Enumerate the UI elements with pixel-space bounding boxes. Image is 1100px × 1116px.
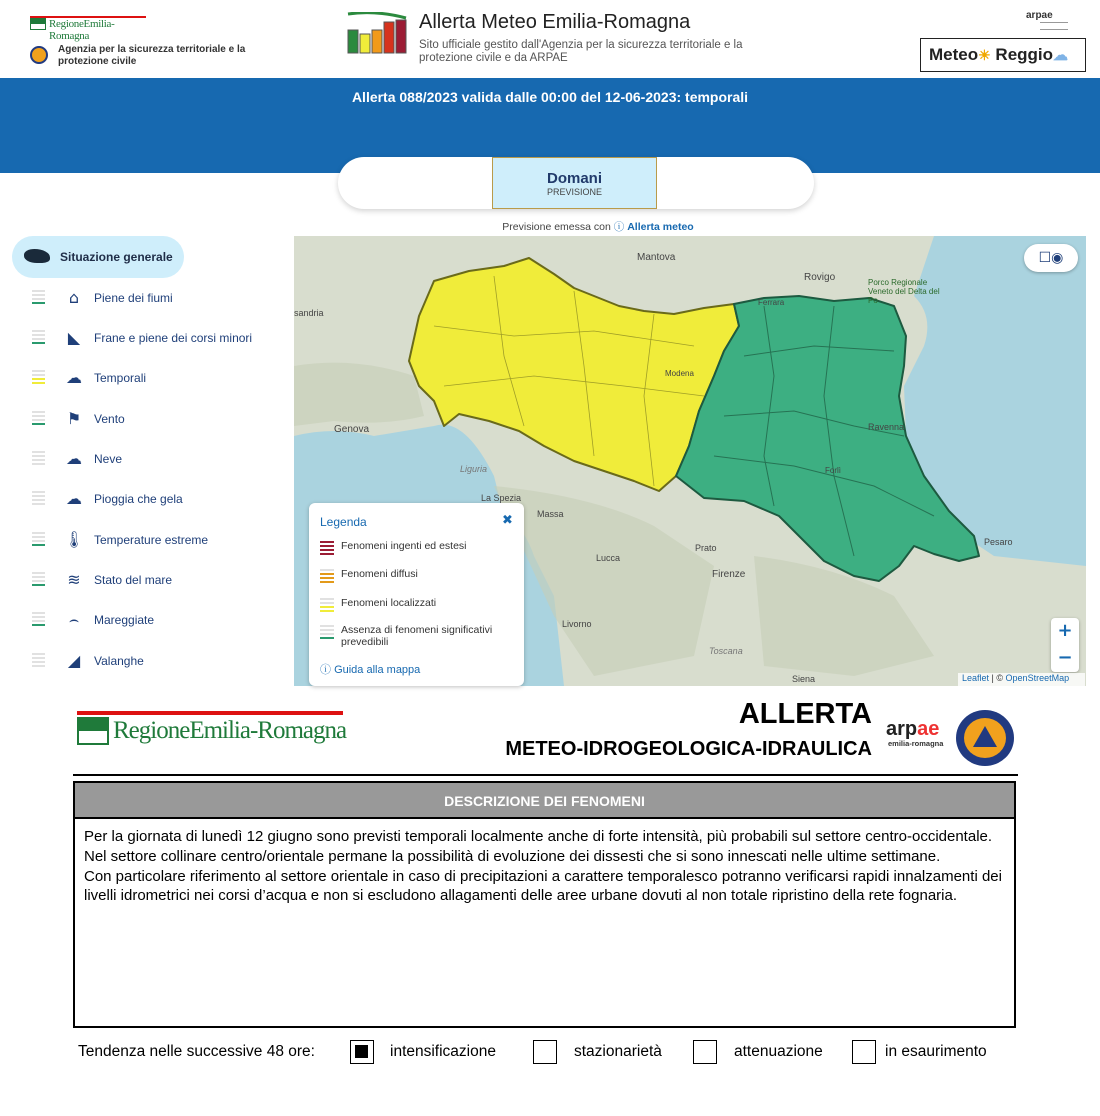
protezione-civile-icon xyxy=(30,46,48,64)
map-label-pesaro: Pesaro xyxy=(984,537,1013,547)
level-orange-swatch xyxy=(320,569,334,581)
sidebar-item-valanghe[interactable] xyxy=(32,649,292,677)
alert-title: Allerta 088/2023 valida dalle 00:00 del 12-06-2023: temporali xyxy=(351,89,749,105)
allerta-meteo-logo[interactable] xyxy=(346,12,408,54)
map-attribution xyxy=(958,673,1085,686)
site-subtitle: Sito ufficiale gestito dall'Agenzia per la sicurezza territoriale e la protezione civile e da ARPAE xyxy=(419,39,743,64)
osm-link[interactable]: OpenStreetMap xyxy=(1005,673,1070,683)
sidebar-item-piene-fiumi[interactable] xyxy=(32,286,292,314)
legend-title: Legenda xyxy=(320,515,367,529)
avalanche-icon: ◢ xyxy=(67,651,81,670)
regione-flag-icon xyxy=(30,18,46,30)
trend-option-label: in esaurimento xyxy=(885,1043,987,1060)
map-label-ferrara: Ferrara xyxy=(758,298,785,307)
sidebar-item-pioggia-gela[interactable] xyxy=(32,487,292,515)
bulletin-title: ALLERTA xyxy=(738,698,872,730)
house-flood-icon: ⌂ xyxy=(68,288,80,307)
description-body xyxy=(84,827,1004,906)
level-indicator xyxy=(32,572,45,590)
map-label-alessandria: sandria xyxy=(294,308,324,318)
leaflet-link[interactable]: Leaflet xyxy=(962,673,990,683)
sidebar-item-mareggiate[interactable] xyxy=(32,608,292,636)
level-indicator xyxy=(32,532,45,550)
level-indicator xyxy=(32,411,45,429)
legend-item-label: Fenomeni diffusi xyxy=(341,568,418,580)
zoom-out-button[interactable]: − xyxy=(1057,647,1073,668)
protezione-civile-logo-icon xyxy=(956,710,1014,766)
region-map-icon xyxy=(24,249,50,263)
trend-checkbox-stazionarieta xyxy=(533,1040,557,1064)
description-paragraph: Nel settore collinare centro/orientale permane la possibilità di evoluzione dei dissesti che si sono innescati nelle ultime settimane. xyxy=(84,847,941,865)
agency-text: Agenzia per la sicurezza territoriale e la protezione civile xyxy=(58,44,246,67)
map-label-livorno: Livorno xyxy=(562,619,592,629)
windsock-icon: ⚑ xyxy=(66,409,82,428)
sidebar-item-label: Stato del mare xyxy=(94,573,173,587)
description-paragraph: Per la giornata di lunedì 12 giugno sono previsti temporali localmente anche di forte intensità, più probabili sul settore centro-occidentale. xyxy=(84,828,993,845)
level-indicator xyxy=(32,612,45,630)
trend-checkbox-esaurimento xyxy=(852,1040,876,1064)
arpae-label: arpae xyxy=(1026,10,1053,21)
checkbox-icon: ☐ xyxy=(1038,250,1052,266)
map-label-ravenna: Ravenna xyxy=(868,422,905,432)
bulletin-regione-logo-text: RegioneEmilia-Romagna xyxy=(113,717,347,744)
trend-checkbox-attenuazione xyxy=(693,1040,717,1064)
snow-cloud-icon: ☁ xyxy=(66,449,82,468)
map-guide-link[interactable] xyxy=(320,661,420,677)
site-title[interactable]: Allerta Meteo Emilia-Romagna xyxy=(419,11,691,33)
arpae-lines-icon xyxy=(1040,22,1068,30)
sidebar-item-label: Mareggiate xyxy=(94,613,155,627)
sidebar-item-neve[interactable] xyxy=(32,447,292,475)
level-indicator xyxy=(32,290,45,308)
freezing-rain-icon: ☁ xyxy=(66,489,82,508)
attribution-sep: | © xyxy=(991,673,1004,683)
map-label-modena: Modena xyxy=(665,369,694,378)
sidebar-general-label: Situazione generale xyxy=(60,250,173,264)
thunderstorm-icon: ☁ xyxy=(66,368,82,387)
sidebar-item-vento[interactable] xyxy=(32,407,292,435)
map-label-delta-po: Porco Regionale Veneto del Delta del Po xyxy=(868,278,940,305)
tab-sublabel: PREVISIONE xyxy=(546,187,602,197)
zoom-in-button[interactable]: + xyxy=(1057,620,1073,641)
map-label-forli: Forlì xyxy=(825,466,841,475)
map-label-genova: Genova xyxy=(334,424,370,435)
sidebar-item-label: Valanghe xyxy=(94,654,144,668)
map-label-mantova: Mantova xyxy=(637,252,676,263)
level-red-swatch xyxy=(320,541,334,553)
description-box xyxy=(73,781,1016,1028)
map-label-liguria: Liguria xyxy=(460,464,488,474)
arpae-subtext: emilia-romagna xyxy=(888,739,944,748)
level-yellow-swatch xyxy=(320,598,334,610)
sidebar-item-label: Vento xyxy=(94,412,125,426)
info-icon: ⓘ xyxy=(320,664,331,676)
map-label-prato: Prato xyxy=(695,543,717,553)
sidebar-item-label: Piene dei fiumi xyxy=(94,291,173,305)
info-icon: ⓘ xyxy=(613,221,625,233)
map-label-rovigo: Rovigo xyxy=(804,272,836,283)
level-indicator xyxy=(32,491,45,509)
map-label-toscana: Toscana xyxy=(709,646,743,656)
sun-icon: ☀ xyxy=(978,47,991,63)
legend-item-label: Fenomeni ingenti ed estesi xyxy=(341,540,467,552)
map-label-la-spezia: La Spezia xyxy=(481,493,522,503)
bulletin-subtitle: METEO-IDROGEOLOGICA-IDRAULICA xyxy=(505,738,872,760)
bulletin-regione-logo xyxy=(77,711,345,747)
map-guide-label: Guida alla mappa xyxy=(334,664,421,676)
arpae-logo[interactable] xyxy=(1026,10,1068,30)
tab-label: Domani xyxy=(546,170,602,187)
trend-option-label: attenuazione xyxy=(734,1043,823,1060)
waves-icon: ≋ xyxy=(67,570,81,589)
regione-logo-text: RegioneEmilia-Romagna xyxy=(49,18,115,42)
meteo-reggio-text-a: Meteo xyxy=(929,45,979,64)
site-header xyxy=(0,0,1100,78)
forecast-note xyxy=(0,219,1100,234)
allerta-meteo-link[interactable]: Allerta meteo xyxy=(627,221,694,233)
sidebar-item-label: Pioggia che gela xyxy=(94,492,183,506)
zoom-control xyxy=(1051,618,1079,672)
level-indicator xyxy=(32,370,45,388)
sidebar-item-label: Temperature estreme xyxy=(94,533,209,547)
logo-red-bar xyxy=(77,711,343,715)
trend-label: Tendenza nelle successive 48 ore: xyxy=(78,1043,315,1060)
description-paragraph: Con particolare riferimento al settore orientale in caso di precipitazioni a carattere temporalesco potranno verificarsi rapidi innalzamenti dei livelli idrometrici nei corsi d’acqua e non si escludono allagamenti delle aree urbane dovuti al non totale ripristino della rete fognaria. xyxy=(84,867,1002,905)
sidebar-item-label: Temporali xyxy=(94,371,147,385)
tab-domani[interactable] xyxy=(492,157,657,209)
sidebar-item-frane[interactable] xyxy=(32,326,292,354)
meteo-reggio-logo[interactable] xyxy=(920,38,1086,72)
sidebar-item-label: Neve xyxy=(94,452,123,466)
thermometer-icon: 🌡 xyxy=(64,530,85,549)
sidebar-item-label: Frane e piene dei corsi minori xyxy=(94,331,253,345)
map-label-lucca: Lucca xyxy=(596,553,621,563)
map-label-massa: Massa xyxy=(537,509,564,519)
arpae-text-b: ae xyxy=(917,718,940,740)
sidebar-item-temperature[interactable] xyxy=(32,528,292,556)
sidebar-item-situazione-generale[interactable] xyxy=(12,236,184,278)
legend-close-icon[interactable]: ✖ xyxy=(502,513,513,528)
eye-icon: ◉ xyxy=(1051,250,1064,266)
cloud-icon: ☁ xyxy=(1053,47,1069,64)
arpae-text-a: arp xyxy=(886,718,918,740)
trend-checkbox-intensificazione xyxy=(350,1040,374,1064)
sidebar-item-stato-mare[interactable] xyxy=(32,568,292,596)
map-label-siena: Siena xyxy=(792,674,816,684)
level-green-swatch xyxy=(320,625,334,637)
level-indicator xyxy=(32,451,45,469)
legend-item-label: Fenomeni localizzati xyxy=(341,597,437,609)
level-indicator xyxy=(32,330,45,348)
map-label-firenze: Firenze xyxy=(712,569,746,580)
map-legend xyxy=(309,503,524,686)
trend-row xyxy=(78,1040,1038,1068)
legend-item-label: Assenza di fenomeni significativi prevedibili xyxy=(341,624,493,648)
level-indicator xyxy=(32,653,45,671)
regione-logo[interactable] xyxy=(30,16,148,42)
forecast-note-prefix: Previsione emessa con xyxy=(502,221,611,233)
trend-option-label: stazionarietà xyxy=(574,1043,662,1060)
regione-flag-icon xyxy=(77,717,109,745)
landslide-icon: ◣ xyxy=(67,328,81,347)
bulletin-arpae-logo xyxy=(886,718,943,748)
trend-option-label: intensificazione xyxy=(390,1043,496,1060)
sidebar-item-temporali[interactable] xyxy=(32,366,292,394)
bars-logo-icon xyxy=(346,12,408,54)
triangle-icon xyxy=(973,726,997,747)
meteo-reggio-text-b: Reggio xyxy=(995,45,1054,64)
storm-surge-icon: ⌢ xyxy=(68,610,80,629)
divider xyxy=(73,774,1018,776)
layer-toggle-button[interactable] xyxy=(1024,244,1078,272)
description-header: DESCRIZIONE DEI FENOMENI xyxy=(75,783,1014,819)
